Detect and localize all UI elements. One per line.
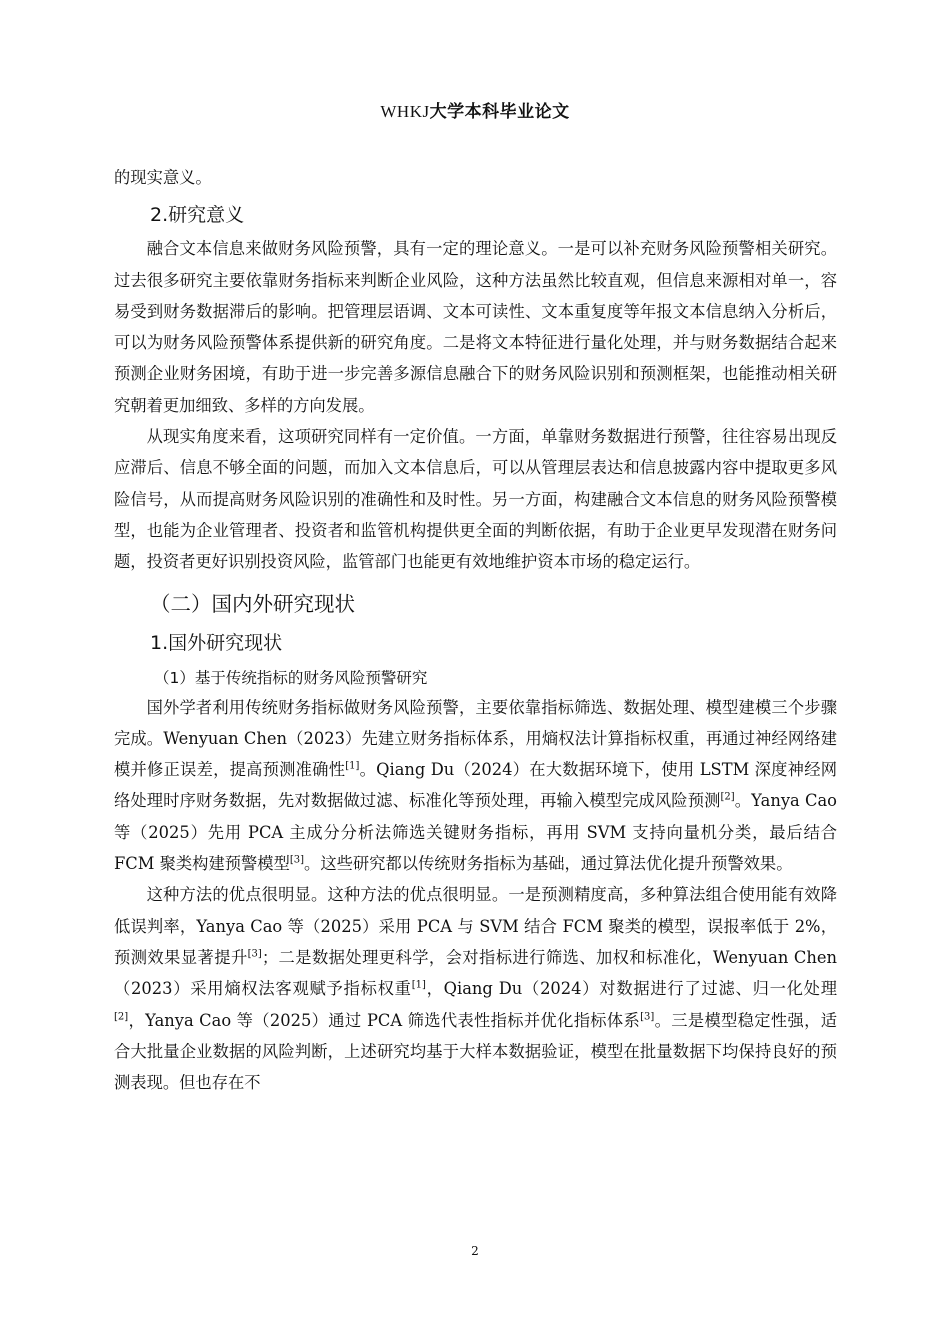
page-header xyxy=(0,97,950,122)
citation-1: [1] xyxy=(345,760,360,772)
citation-2: [2] xyxy=(114,1011,129,1023)
section-heading-research-significance: 2.研究意义 xyxy=(150,204,245,227)
citation-3: [3] xyxy=(247,948,262,960)
text-run: 。三是模型稳定性强，适合大批量企业数据的风险判断，上述研究均基于大样本数据验证，模型在批量数据下均保持良好的预测表现。但也存在不 xyxy=(114,1010,837,1093)
page-number: 2 xyxy=(471,1244,479,1258)
text-run: ，Yanya Cao 等（2025）通过 PCA 筛选代表性指标并优化指标体系 xyxy=(128,1010,641,1030)
citation-3: [3] xyxy=(289,854,305,866)
text-run: 这种方法的优点很明显。这种方法的优点很明显。一是预测精度高，多种算法组合使用能有效降低误判率，Yanya Cao 等（2025）采用 PCA 与 SVM 结合 FCM 聚类的模型，误报率低于 2%，预测效果显著提升 xyxy=(114,885,837,967)
paragraph-method-advantages xyxy=(114,879,837,1098)
text-run: 。Yanya Cao 等（2025）先用 PCA 主成分分析法筛选关键财务指标，再用 SVM 支持向量机分类，最后结合 FCM 聚类构建预警模型 xyxy=(114,791,837,874)
paragraph-foreign-methods xyxy=(114,692,837,880)
header-right-text: 大学本科毕业论文 xyxy=(429,102,570,122)
text-run: 。Qiang Du（2024）在大数据环境下，使用 LSTM 深度神经网络处理时序财务数据，先对数据做过滤、标准化等预处理，再输入模型完成风险预测 xyxy=(114,760,837,811)
text-run: 国外学者利用传统财务指标做财务风险预警，主要依靠指标筛选、数据处理、模型建模三个步骤完成。Wenyuan Chen（2023）先建立财务指标体系，用熵权法计算指标权重，再通过神经网络建模并修正误差，提高预测准确性 xyxy=(114,697,837,780)
subsection-heading-traditional-indicators: （1）基于传统指标的财务风险预警研究 xyxy=(154,668,428,687)
paragraph-theoretical-significance: 融合文本信息来做财务风险预警，具有一定的理论意义。一是可以补充财务风险预警相关研究。过去很多研究主要依靠财务指标来判断企业风险，这种方法虽然比较直观，但信息来源相对单一，容易受到财务数据滞后的影响。把管理层语调、文本可读性、文本重复度等年报文本信息纳入分析后，可以为财务风险预警体系提供新的研究角度。二是将文本特征进行量化处理，并与财务数据结合起来预测企业财务困境，有助于进一步完善多源信息融合下的财务风险识别和预测框架，也能推动相关研究朝着更加细致、多样的方向发展。 xyxy=(114,239,837,415)
citation-3: [3] xyxy=(640,1011,655,1023)
chapter-heading-research-status: （二）国内外研究现状 xyxy=(150,591,355,616)
section-heading-foreign-research: 1.国外研究现状 xyxy=(150,631,283,654)
citation-2: [2] xyxy=(720,792,735,804)
citation-1: [1] xyxy=(411,979,426,991)
paragraph-practical-significance: 从现实角度来看，这项研究同样有一定价值。一方面，单靠财务数据进行预警，往往容易出现反应滞后、信息不够全面的问题，而加入文本信息后，可以从管理层表达和信息披露内容中提取更多风险信号，从而提高财务风险识别的准确性和及时性。另一方面，构建融合文本信息的财务风险预警模型，也能为企业管理者、投资者和监管机构提供更全面的判断依据，有助于企业更早发现潜在财务问题，投资者更好识别投资风险，监管部门也能更有效地维护资本市场的稳定运行。 xyxy=(114,427,837,572)
page-body xyxy=(114,162,837,1098)
text-run: 。这些研究都以传统财务指标为基础，通过算法优化提升预警效果。 xyxy=(304,854,793,874)
text-run: ，Qiang Du（2024）对数据进行了过滤、归一化处理 xyxy=(425,979,837,999)
header-left-text: WHKJ xyxy=(380,102,430,121)
continued-line: 的现实意义。 xyxy=(114,168,212,187)
text-run: ；二是数据处理更科学，会对指标进行筛选、加权和标准化，Wenyuan Chen（2023）采用熵权法客观赋予指标权重 xyxy=(114,947,837,999)
